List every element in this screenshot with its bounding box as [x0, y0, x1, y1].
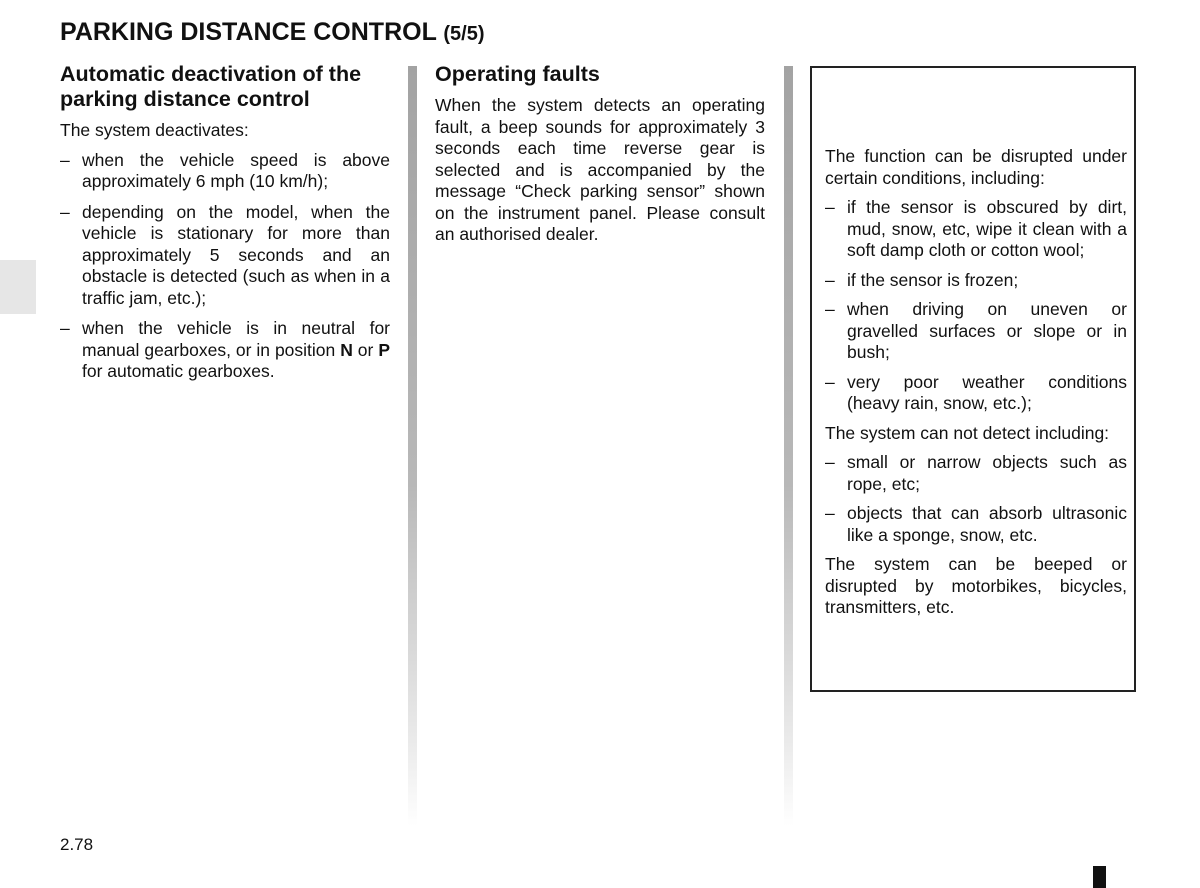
- list-item-text: if the sensor is frozen;: [847, 269, 1019, 290]
- gear-position-p: P: [378, 339, 390, 360]
- list-item: [825, 270, 1127, 292]
- dash-bullet: –: [825, 452, 835, 472]
- deactivation-heading: [60, 62, 390, 112]
- page-corner-marker: [1093, 866, 1106, 888]
- list-item: [825, 372, 1127, 415]
- undetectable-objects-list: [825, 452, 1127, 546]
- list-item-text: for automatic gearboxes.: [82, 361, 275, 381]
- list-item-text: when driving on uneven or gravelled surfaces or slope or in bush;: [847, 299, 1127, 362]
- page-title: [60, 18, 484, 47]
- dash-bullet: –: [825, 269, 835, 290]
- page-title-text: PARKING DISTANCE CONTROL: [60, 18, 437, 46]
- deactivation-heading-line2: parking distance control: [60, 87, 310, 111]
- list-item: [825, 452, 1127, 495]
- left-column: [60, 62, 390, 392]
- deactivation-list: [60, 150, 390, 383]
- dash-bullet: –: [60, 318, 70, 338]
- page-part-indicator: (5/5): [443, 23, 485, 45]
- list-item-text: if the sensor is obscured by dirt, mud, snow, etc, wipe it clean with a soft damp cloth or cotton wool;: [847, 197, 1127, 260]
- column-divider-left: [408, 66, 417, 826]
- column-divider-right: [784, 66, 793, 826]
- cannot-detect-intro: The system can not detect including:: [825, 422, 1110, 443]
- list-item: [60, 318, 390, 383]
- list-item: [60, 202, 390, 310]
- note-intro: The function can be disrupted under certain conditions, including:: [825, 146, 1127, 188]
- middle-column: [435, 62, 765, 254]
- page-number: 2.78: [60, 835, 94, 854]
- operating-faults-heading: Operating faults: [435, 62, 600, 86]
- list-item-text: when the vehicle is in neutral for manual gearboxes, or in position: [82, 318, 390, 360]
- list-item-text: when the vehicle speed is above approximately 6 mph (10 km/h);: [82, 149, 390, 191]
- dash-bullet: –: [825, 371, 835, 392]
- dash-bullet: –: [825, 299, 835, 319]
- note-box-content: [825, 146, 1127, 627]
- deactivation-intro: The system deactivates:: [60, 120, 249, 140]
- list-item: [825, 197, 1127, 262]
- list-item-text: objects that can absorb ultrasonic like a sponge, snow, etc.: [847, 503, 1127, 545]
- list-item-text: depending on the model, when the vehicle is stationary for more than approximately 5 seconds and an obstacle is detected (such as when in a traffic jam, etc.);: [82, 201, 390, 308]
- disruption-conditions-list: [825, 197, 1127, 415]
- chapter-tab-marker: [0, 260, 36, 314]
- list-item-text: or: [352, 339, 379, 360]
- deactivation-heading-line1: Automatic deactivation of the: [60, 62, 362, 86]
- list-item: [825, 503, 1127, 546]
- list-item: [60, 150, 390, 193]
- dash-bullet: –: [60, 149, 70, 170]
- dash-bullet: –: [825, 197, 835, 217]
- dash-bullet: –: [60, 201, 70, 222]
- note-box: [810, 66, 1136, 692]
- list-item-text: very poor weather conditions (heavy rain, snow, etc.);: [847, 371, 1127, 413]
- gear-position-n: N: [340, 339, 353, 360]
- list-item: [825, 299, 1127, 364]
- operating-faults-body: When the system detects an operating fault, a beep sounds for approximately 3 seconds each time reverse gear is selected and is accompanied by the message “Check parking sensor” shown on the instrument panel. Please consult an authorised dealer.: [435, 95, 765, 244]
- dash-bullet: –: [825, 503, 835, 523]
- note-outro: The system can be beeped or disrupted by motorbikes, bicycles, transmitters, etc.: [825, 554, 1127, 617]
- list-item-text: small or narrow objects such as rope, etc;: [847, 452, 1127, 494]
